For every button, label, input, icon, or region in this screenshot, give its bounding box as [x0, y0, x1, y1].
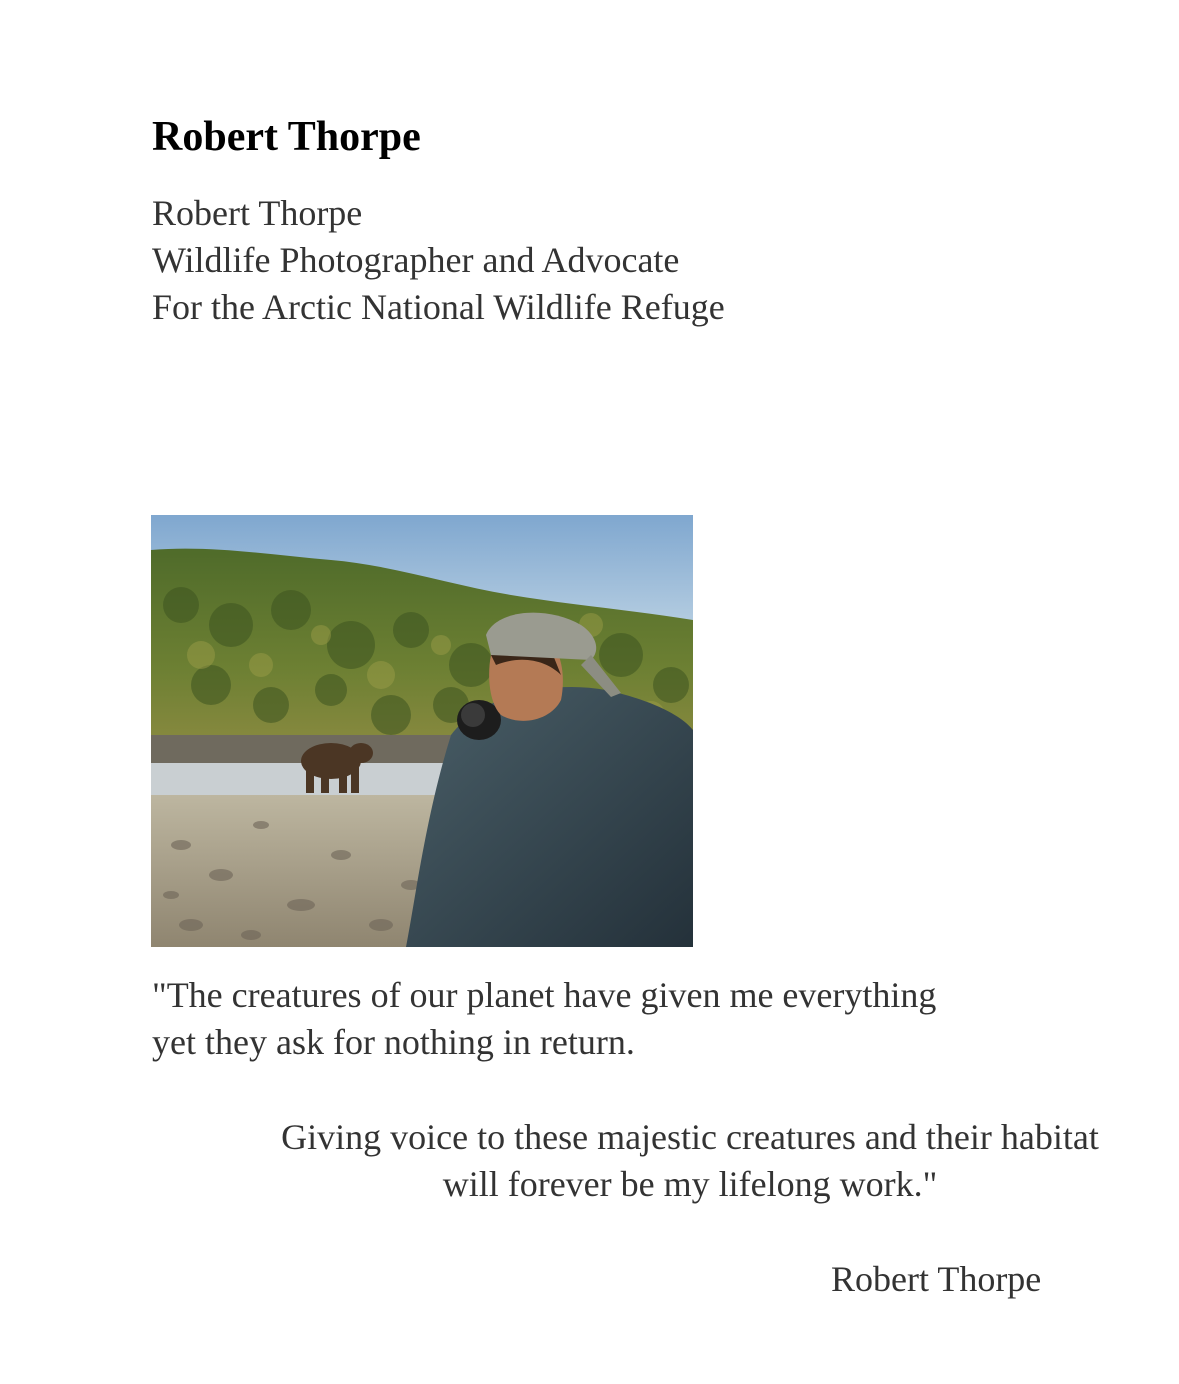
intro-affiliation: For the Arctic National Wildlife Refuge	[152, 287, 725, 327]
intro-block	[152, 190, 725, 331]
quote-line-4: will forever be my lifelong work."	[442, 1164, 938, 1204]
intro-name: Robert Thorpe	[152, 193, 363, 233]
photographer-with-bear-photo	[151, 515, 693, 947]
page-title: Robert Thorpe	[152, 114, 421, 160]
quote-line-2: yet they ask for nothing in return.	[152, 1022, 635, 1062]
quote-part-2	[200, 1114, 1179, 1208]
quote-line-1: "The creatures of our planet have given me everything	[152, 975, 937, 1015]
quote-line-3: Giving voice to these majestic creatures and their habitat	[281, 1117, 1099, 1157]
quote-part-1	[152, 972, 936, 1066]
intro-role: Wildlife Photographer and Advocate	[152, 240, 680, 280]
quote-attribution: Robert Thorpe	[831, 1259, 1042, 1299]
